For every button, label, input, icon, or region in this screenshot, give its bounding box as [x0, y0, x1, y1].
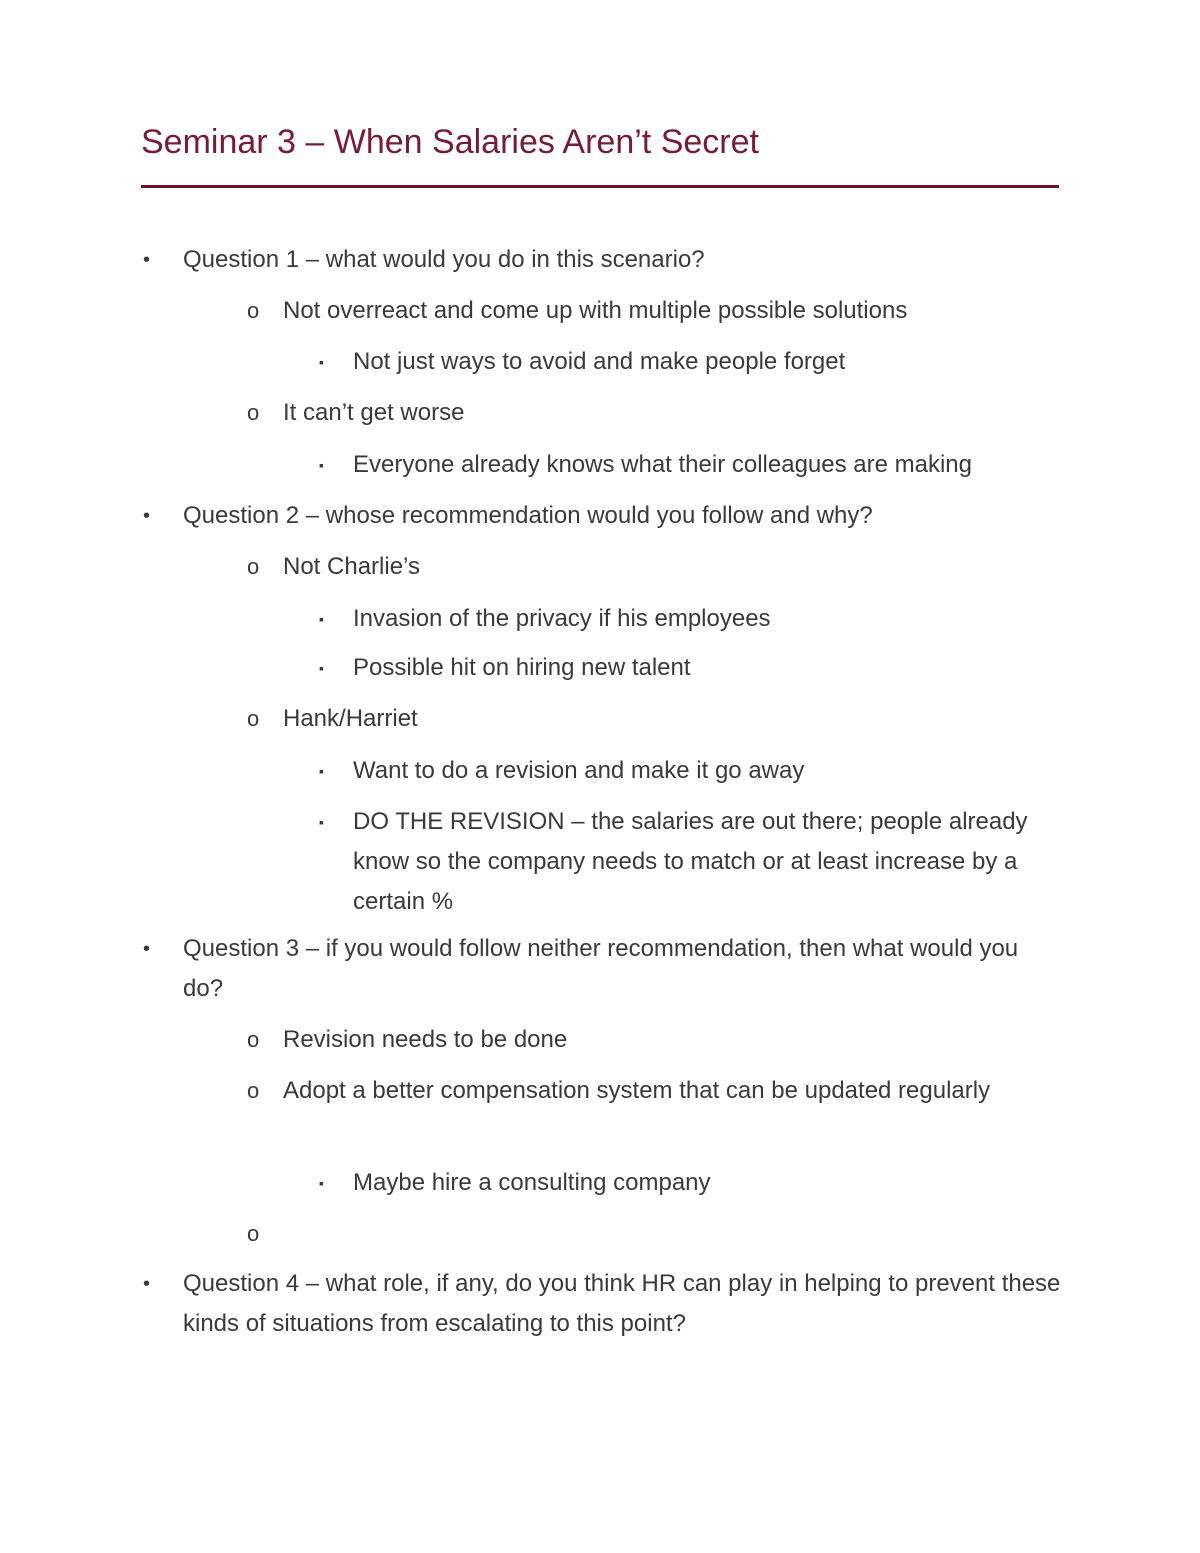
list-item [319, 599, 1053, 639]
list-item [319, 342, 1053, 382]
disc-bullet-icon: • [143, 938, 151, 960]
square-bullet-icon: ▪ [319, 354, 324, 370]
list-item [247, 547, 1063, 587]
disc-bullet-icon: • [143, 1273, 151, 1295]
detail-text: Everyone already knows what their colleagues are making [353, 451, 972, 478]
answer-text: Not Charlie’s [283, 553, 420, 580]
square-bullet-icon: ▪ [319, 660, 324, 676]
answer-text: Revision needs to be done [283, 1026, 568, 1053]
detail-text: Invasion of the privacy if his employees [353, 605, 771, 632]
disc-bullet-icon: • [143, 249, 151, 271]
circle-bullet-icon: o [247, 554, 260, 579]
detail-text: DO THE REVISION – the salaries are out there; people already know so the company needs to match or at least increase by a certain % [353, 808, 1028, 915]
circle-bullet-icon: o [247, 1078, 260, 1103]
square-bullet-icon: ▪ [319, 1175, 324, 1191]
list-item [319, 648, 1053, 688]
square-bullet-icon: ▪ [319, 814, 324, 830]
circle-bullet-icon: o [247, 1221, 260, 1246]
list-item [319, 802, 1053, 922]
answer-text: Not overreact and come up with multiple possible solutions [283, 297, 908, 324]
list-item [143, 240, 1063, 280]
square-bullet-icon: ▪ [319, 763, 324, 779]
circle-bullet-icon: o [247, 706, 260, 731]
question-text: Question 3 – if you would follow neither recommendation, then what would you do? [183, 935, 1019, 1002]
list-item [247, 1071, 1063, 1111]
question-text: Question 4 – what role, if any, do you think HR can play in helping to prevent these kinds of situations from escalating to this point? [183, 1270, 1061, 1337]
answer-text: It can’t get worse [283, 399, 465, 426]
list-item [247, 393, 1063, 433]
question-text: Question 2 – whose recommendation would you follow and why? [183, 502, 873, 529]
list-item [319, 751, 1053, 791]
answer-text: Adopt a better compensation system that can be updated regularly [283, 1077, 991, 1104]
list-item [247, 699, 1063, 739]
list-item [319, 445, 1053, 485]
circle-bullet-icon: o [247, 298, 260, 323]
detail-text: Not just ways to avoid and make people forget [353, 348, 846, 375]
list-item [143, 496, 1063, 536]
list-item [319, 1163, 1053, 1203]
square-bullet-icon: ▪ [319, 611, 324, 627]
title-divider [141, 185, 1059, 188]
document-title: Seminar 3 – When Salaries Aren’t Secret [141, 123, 759, 161]
detail-text: Maybe hire a consulting company [353, 1169, 711, 1196]
list-item [247, 1020, 1063, 1060]
list-item [143, 1264, 1063, 1344]
circle-bullet-icon: o [247, 1027, 260, 1052]
circle-bullet-icon: o [247, 400, 260, 425]
list-item [143, 929, 1063, 1009]
answer-text: Hank/Harriet [283, 705, 418, 732]
square-bullet-icon: ▪ [319, 457, 324, 473]
detail-text: Possible hit on hiring new talent [353, 654, 691, 681]
detail-text: Want to do a revision and make it go away [353, 757, 805, 784]
question-text: Question 1 – what would you do in this scenario? [183, 246, 705, 273]
list-item [247, 291, 1063, 331]
disc-bullet-icon: • [143, 505, 151, 527]
